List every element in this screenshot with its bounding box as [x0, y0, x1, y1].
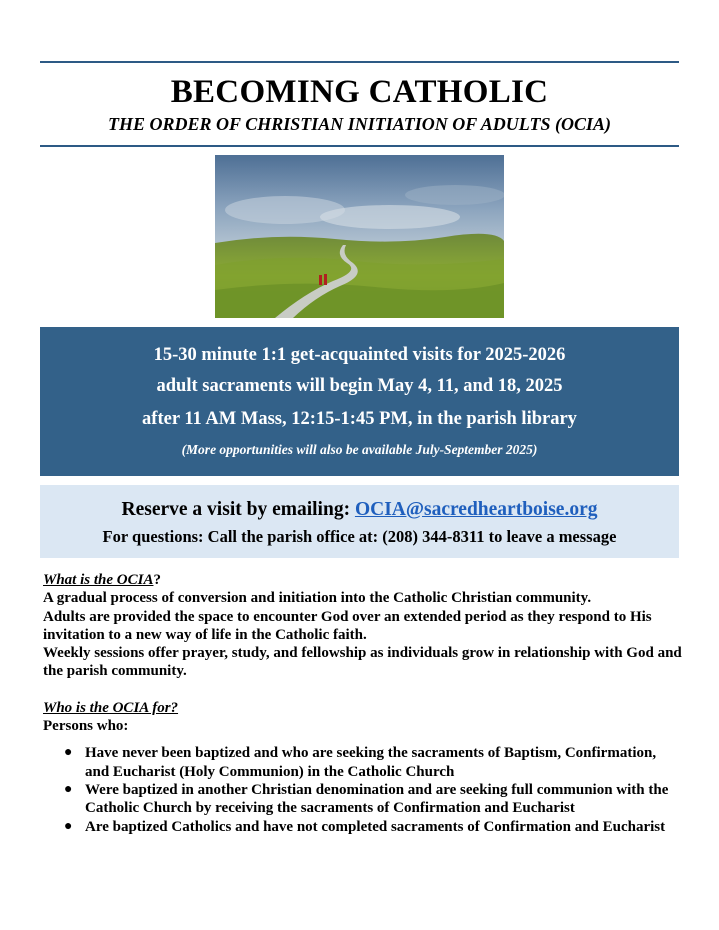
landscape-photo: [215, 155, 504, 318]
announcement-box: [40, 327, 679, 476]
announcement-line-2: adult sacraments will begin May 4, 11, and 18, 2025: [156, 376, 563, 396]
what-heading-line: [43, 571, 683, 589]
page-subtitle: THE ORDER OF CHRISTIAN INITIATION OF ADULTS (OCIA): [108, 114, 611, 134]
announcement-line-3: after 11 AM Mass, 12:15-1:45 PM, in the parish library: [142, 409, 577, 429]
reserve-line: [40, 499, 679, 521]
list-item: ● Are baptized Catholics and have not completed sacraments of Confirmation and Eucharist: [64, 818, 666, 835]
what-heading-end: ?: [153, 572, 161, 588]
list-item: ● Have never been baptized and who are seeking the sacraments of Baptism, Confirmation, and Eucharist (Holy Communion) in the Catholic Church: [64, 745, 657, 780]
email-link[interactable]: OCIA@sacredheartboise.org: [354, 499, 598, 520]
who-list: [43, 744, 683, 835]
bullet-icon: ●: [64, 745, 73, 761]
what-paragraph-3: Weekly sessions offer prayer, study, and fellowship as individuals grow in relationship with God and the parish community.: [43, 645, 682, 680]
who-intro: Persons who:: [43, 718, 129, 735]
list-item: ● Were baptized in another Christian denomination and are seeking full communion with the Catholic Church by receiving the sacraments of Confirmation and Eucharist: [64, 781, 669, 817]
reserve-label: Reserve a visit by emailing:: [121, 499, 355, 520]
bullet-icon: ●: [64, 781, 73, 797]
what-heading: What is the OCIA: [43, 572, 154, 588]
contact-box: [40, 485, 679, 558]
what-paragraph-2: Adults are provided the space to encounter God over an extended period as they respond to His invitation to a new way of life in the Catholic faith.: [43, 608, 652, 643]
page-title: BECOMING CATHOLIC: [170, 74, 549, 110]
top-rule: [40, 61, 679, 63]
announcement-note: (More opportunities will also be available July-September 2025): [181, 442, 538, 457]
body-text: [43, 571, 683, 836]
bullet-icon: ●: [64, 818, 73, 834]
what-paragraph-1: A gradual process of conversion and initiation into the Catholic Christian community.: [43, 590, 592, 607]
landscape-illustration: [215, 155, 504, 318]
questions-line: For questions: Call the parish office at: (208) 344-8311 to leave a message: [102, 527, 617, 546]
bottom-rule: [40, 145, 679, 147]
who-heading: Who is the OCIA for?: [43, 699, 179, 716]
announcement-line-1: 15-30 minute 1:1 get-acquainted visits for 2025-2026: [153, 345, 566, 365]
